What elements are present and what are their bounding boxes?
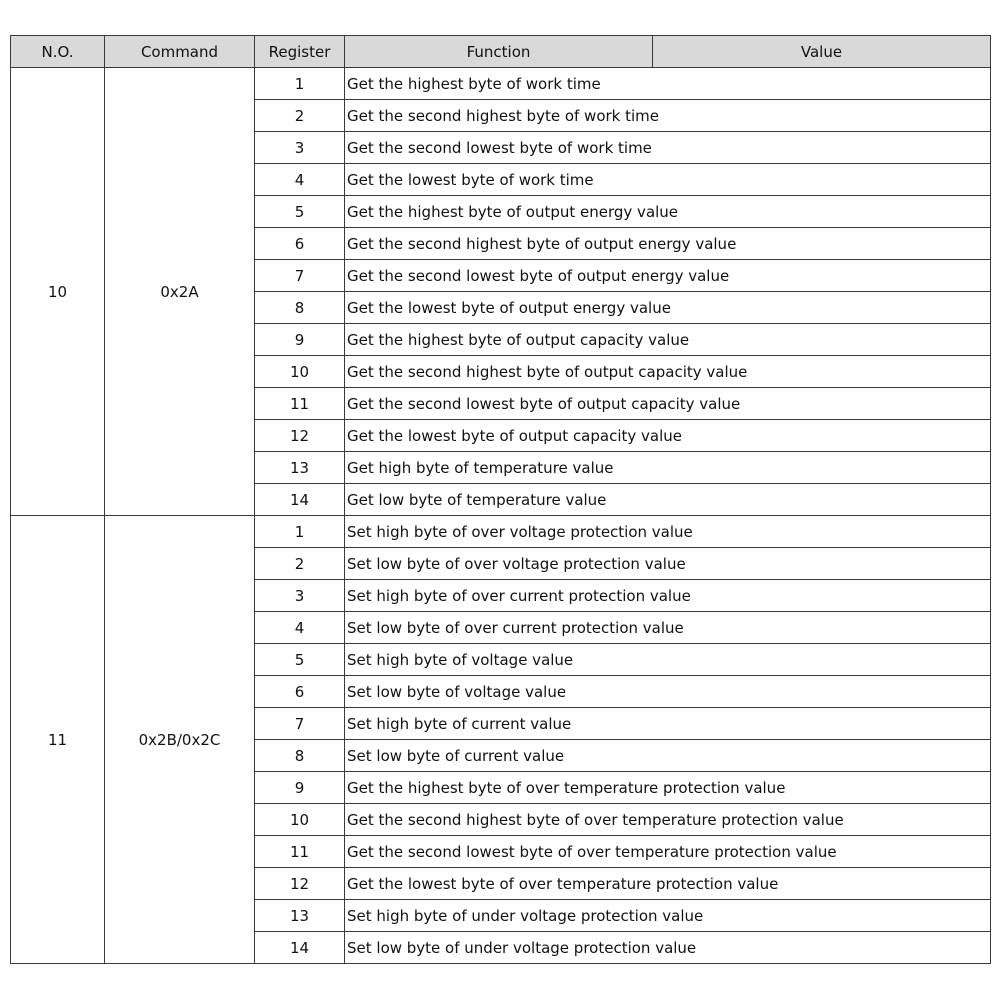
register-cell: 11 (255, 836, 345, 868)
register-cell: 12 (255, 420, 345, 452)
function-cell: Get the second lowest byte of over temperature protection value (345, 836, 991, 868)
header-row (11, 36, 991, 68)
register-cell: 10 (255, 804, 345, 836)
register-cell: 11 (255, 388, 345, 420)
function-cell: Get low byte of temperature value (345, 484, 991, 516)
group-command-cell: 0x2B/0x2C (105, 516, 255, 964)
function-cell: Get the highest byte of work time (345, 68, 991, 100)
table-row (11, 68, 991, 100)
function-cell: Set high byte of under voltage protection value (345, 900, 991, 932)
function-cell: Get the highest byte of output energy value (345, 196, 991, 228)
function-cell: Get the second lowest byte of work time (345, 132, 991, 164)
register-cell: 7 (255, 708, 345, 740)
function-cell: Get the lowest byte of output energy value (345, 292, 991, 324)
register-cell: 5 (255, 644, 345, 676)
group-command-cell: 0x2A (105, 68, 255, 516)
function-cell: Set high byte of over current protection value (345, 580, 991, 612)
register-cell: 4 (255, 612, 345, 644)
register-table (10, 35, 991, 964)
group-number-cell: 10 (11, 68, 105, 516)
register-cell: 8 (255, 740, 345, 772)
register-cell: 12 (255, 868, 345, 900)
header-function: Function (345, 36, 653, 68)
function-cell: Get the second highest byte of over temperature protection value (345, 804, 991, 836)
header-no: N.O. (11, 36, 105, 68)
register-cell: 1 (255, 68, 345, 100)
register-cell: 10 (255, 356, 345, 388)
function-cell: Set low byte of current value (345, 740, 991, 772)
register-cell: 6 (255, 228, 345, 260)
register-cell: 9 (255, 772, 345, 804)
register-cell: 13 (255, 452, 345, 484)
group-number-cell: 11 (11, 516, 105, 964)
register-cell: 4 (255, 164, 345, 196)
function-cell: Set high byte of current value (345, 708, 991, 740)
function-cell: Set low byte of voltage value (345, 676, 991, 708)
function-cell: Get the lowest byte of output capacity value (345, 420, 991, 452)
table-body (11, 68, 991, 964)
register-cell: 1 (255, 516, 345, 548)
function-cell: Get the highest byte of output capacity value (345, 324, 991, 356)
function-cell: Get high byte of temperature value (345, 452, 991, 484)
function-cell: Get the second highest byte of output energy value (345, 228, 991, 260)
table-row (11, 516, 991, 548)
header-command: Command (105, 36, 255, 68)
function-cell: Get the second highest byte of work time (345, 100, 991, 132)
register-cell: 14 (255, 484, 345, 516)
function-cell: Get the second lowest byte of output energy value (345, 260, 991, 292)
function-cell: Set low byte of over current protection value (345, 612, 991, 644)
register-cell: 3 (255, 132, 345, 164)
register-cell: 3 (255, 580, 345, 612)
function-cell: Get the second lowest byte of output capacity value (345, 388, 991, 420)
register-cell: 7 (255, 260, 345, 292)
function-cell: Get the highest byte of over temperature protection value (345, 772, 991, 804)
register-cell: 9 (255, 324, 345, 356)
register-cell: 13 (255, 900, 345, 932)
header-register: Register (255, 36, 345, 68)
function-cell: Set high byte of voltage value (345, 644, 991, 676)
register-cell: 5 (255, 196, 345, 228)
function-cell: Set high byte of over voltage protection value (345, 516, 991, 548)
function-cell: Get the lowest byte of work time (345, 164, 991, 196)
register-cell: 2 (255, 548, 345, 580)
function-cell: Set low byte of under voltage protection value (345, 932, 991, 964)
register-cell: 8 (255, 292, 345, 324)
header-value: Value (653, 36, 991, 68)
function-cell: Get the lowest byte of over temperature protection value (345, 868, 991, 900)
register-table-container (10, 35, 990, 964)
function-cell: Get the second highest byte of output capacity value (345, 356, 991, 388)
register-cell: 2 (255, 100, 345, 132)
register-cell: 6 (255, 676, 345, 708)
function-cell: Set low byte of over voltage protection value (345, 548, 991, 580)
table-header (11, 36, 991, 68)
register-cell: 14 (255, 932, 345, 964)
